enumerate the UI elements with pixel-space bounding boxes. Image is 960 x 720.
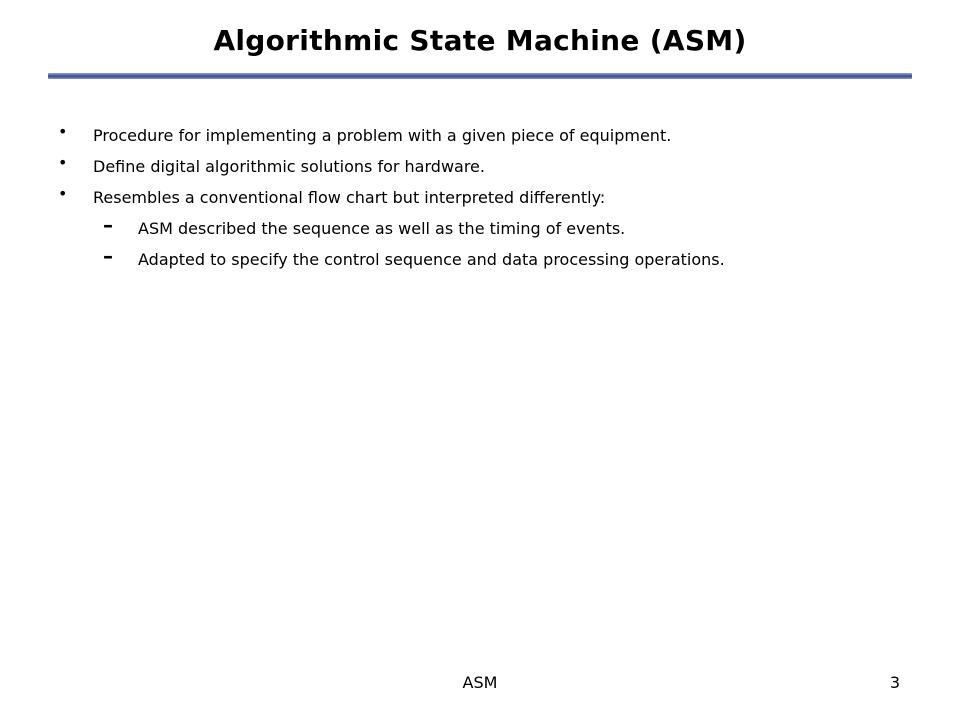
bullet-item <box>58 151 918 182</box>
bullet-text: Resembles a conventional flow chart but interpreted differently: <box>93 188 606 207</box>
title-divider <box>48 73 912 79</box>
bullet-marker: • <box>58 122 68 141</box>
dash-marker: – <box>103 244 113 268</box>
bullet-text: Define digital algorithmic solutions for hardware. <box>93 157 485 176</box>
slide-title: Algorithmic State Machine (ASM) <box>213 24 747 57</box>
bullet-item <box>58 120 918 151</box>
sub-bullet-item <box>58 244 918 275</box>
sub-bullet-item <box>58 213 918 244</box>
dash-marker: – <box>103 213 113 237</box>
bullet-text: Procedure for implementing a problem with a given piece of equipment. <box>93 126 672 145</box>
sub-bullet-text: ASM described the sequence as well as the timing of events. <box>138 219 626 238</box>
bullet-marker: • <box>58 153 68 172</box>
bullet-marker: • <box>58 184 68 203</box>
footer-label: ASM <box>462 673 498 692</box>
bullet-list <box>58 120 918 275</box>
bullet-item <box>58 182 918 213</box>
sub-bullet-text: Adapted to specify the control sequence and data processing operations. <box>138 250 725 269</box>
page-number: 3 <box>889 673 900 692</box>
